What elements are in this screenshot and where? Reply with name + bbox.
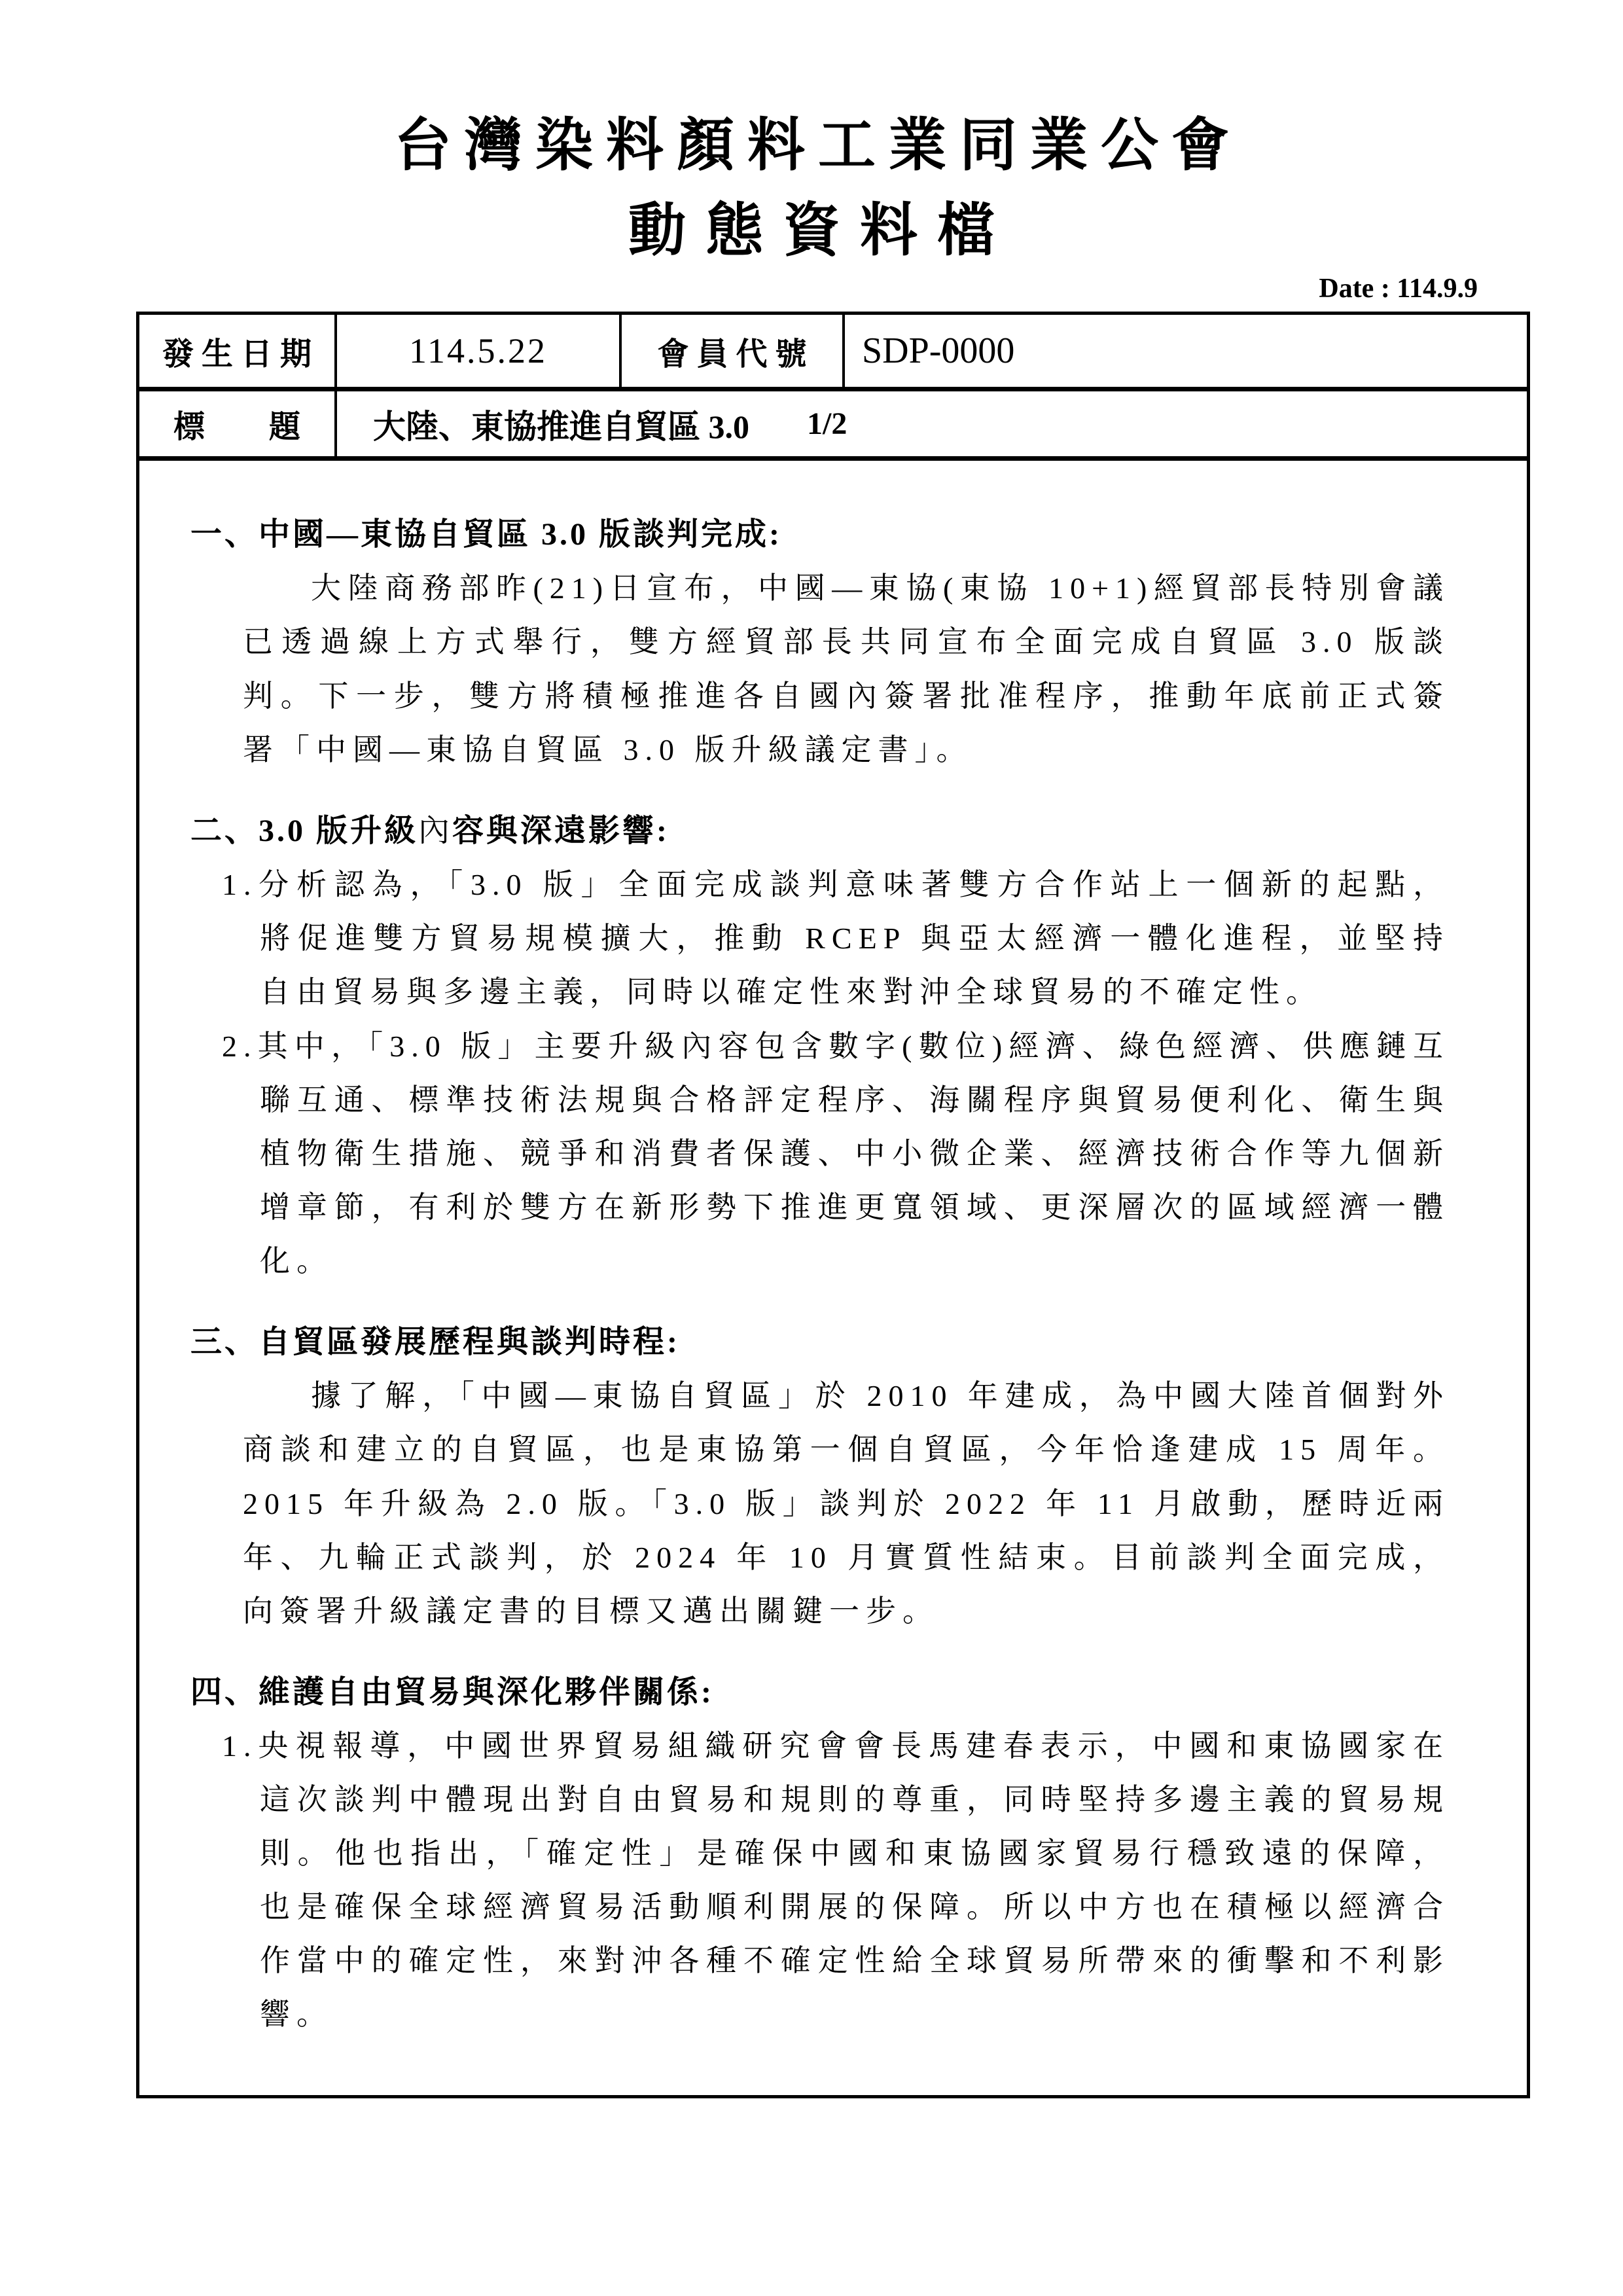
- member-code-label: 會員代號: [622, 315, 845, 387]
- subject-label-text: [139, 401, 334, 446]
- content-section: [190, 1316, 1450, 1638]
- substituted-font-char: 內: [681, 1029, 719, 1063]
- member-code-value: SDP-0000: [862, 331, 1015, 371]
- info-table-row-2: [139, 391, 1527, 461]
- list-item: 1.央視報導，中國世界貿易組織研究會會長馬建春表示，中國和東協國家在這次談判中體現出對自由貿易和規則的尊重，同時堅持多邊主義的貿易規則。他也指出，「確定性」是確保中國和東協國家貿易行穩致遠的保障，也是確保全球經濟貿易活動順利開展的保障。所以中方也在積極以經濟合作當中的確定性，來對沖各種不確定性給全球貿易所帶來的衝擊和不利影響。: [222, 1729, 1450, 2031]
- section-heading: 一、中國—東協自貿區 3.0 版談判完成:: [190, 517, 782, 552]
- info-table-row-1: [139, 315, 1527, 391]
- subject-label-char-2: 題: [268, 410, 300, 444]
- page-indicator: 1/2: [807, 406, 847, 441]
- subject-cell: [337, 391, 1527, 456]
- section-body: [190, 562, 1450, 777]
- subject-label: [139, 391, 337, 456]
- list-item: 2.其中，「3.0 版」主要升級內容包含數字(數位)經濟、綠色經濟、供應鏈互聯互通、標準技術法規與合格評定程序、海關程序與貿易便利化、衛生與植物衛生措施、競爭和消費者保護、中小微企業、經濟技術合作等九個新增章節，有利於雙方在新形勢下推進更寬領域、更深層次的區域經濟一體化。: [222, 1029, 1450, 1278]
- section-heading: 二、3.0 版升級內容與深遠影響:: [190, 814, 670, 848]
- occur-date-value: 114.5.22: [337, 315, 622, 387]
- info-table: [136, 312, 1530, 2098]
- organization-title: 台灣染料顏料工業同業公會: [393, 115, 1242, 178]
- substituted-font-char: 啟: [1190, 1486, 1228, 1520]
- content-section: [190, 508, 1450, 777]
- section-heading: 三、自貿區發展歷程與談判時程:: [190, 1325, 680, 1359]
- substituted-font-char: 內: [846, 679, 885, 713]
- section-body: [190, 1719, 1450, 2041]
- substituted-font-char: 內: [418, 814, 453, 848]
- subject-label-char-1: 標: [173, 410, 205, 444]
- occur-date-label: 發生日期: [139, 315, 337, 387]
- paragraph: 據了解，「中國—東協自貿區」於 2010 年建成，為中國大陸首個對外商談和建立的自貿區，也是東協第一個自貿區，今年恰逢建成 15 周年。2015 年升級為 2.0 版。「3.0 版」談判於 2022 年 11 月啟動，歷時近兩年、九輪正式談判，於 2024 年 10 月實質性結束。目前談判全面完成，向簽署升級議定書的目標又邁出關鍵一步。: [243, 1379, 1450, 1628]
- section-body: [190, 858, 1450, 1288]
- content-section: [190, 804, 1450, 1288]
- content-area: [139, 461, 1527, 2095]
- subject-value: 大陸、東協推進自貿區 3.0: [373, 408, 749, 445]
- list-item: 1.分析認為，「3.0 版」全面完成談判意味著雙方合作站上一個新的起點，將促進雙方貿易規模擴大，推動 RCEP 與亞太經濟一體化進程，並堅持自由貿易與多邊主義，同時以確定性來對沖全球貿易的不確定性。: [222, 868, 1450, 1009]
- section-heading: 四、維護自由貿易與深化夥伴關係:: [190, 1675, 714, 1710]
- date-stamp: Date : 114.9.9: [1319, 274, 1478, 304]
- paragraph: 大陸商務部昨(21)日宣布，中國—東協(東協 10+1)經貿部長特別會議已透過線上方式舉行，雙方經貿部長共同宣布全面完成自貿區 3.0 版談判。下一步，雙方將積極推進各自國內簽署批准程序，推動年底前正式簽署「中國—東協自貿區 3.0 版升級議定書」。: [243, 571, 1450, 766]
- document-type-title: 動態資料檔: [628, 200, 1014, 263]
- section-body: [190, 1369, 1450, 1638]
- content-section: [190, 1666, 1450, 2041]
